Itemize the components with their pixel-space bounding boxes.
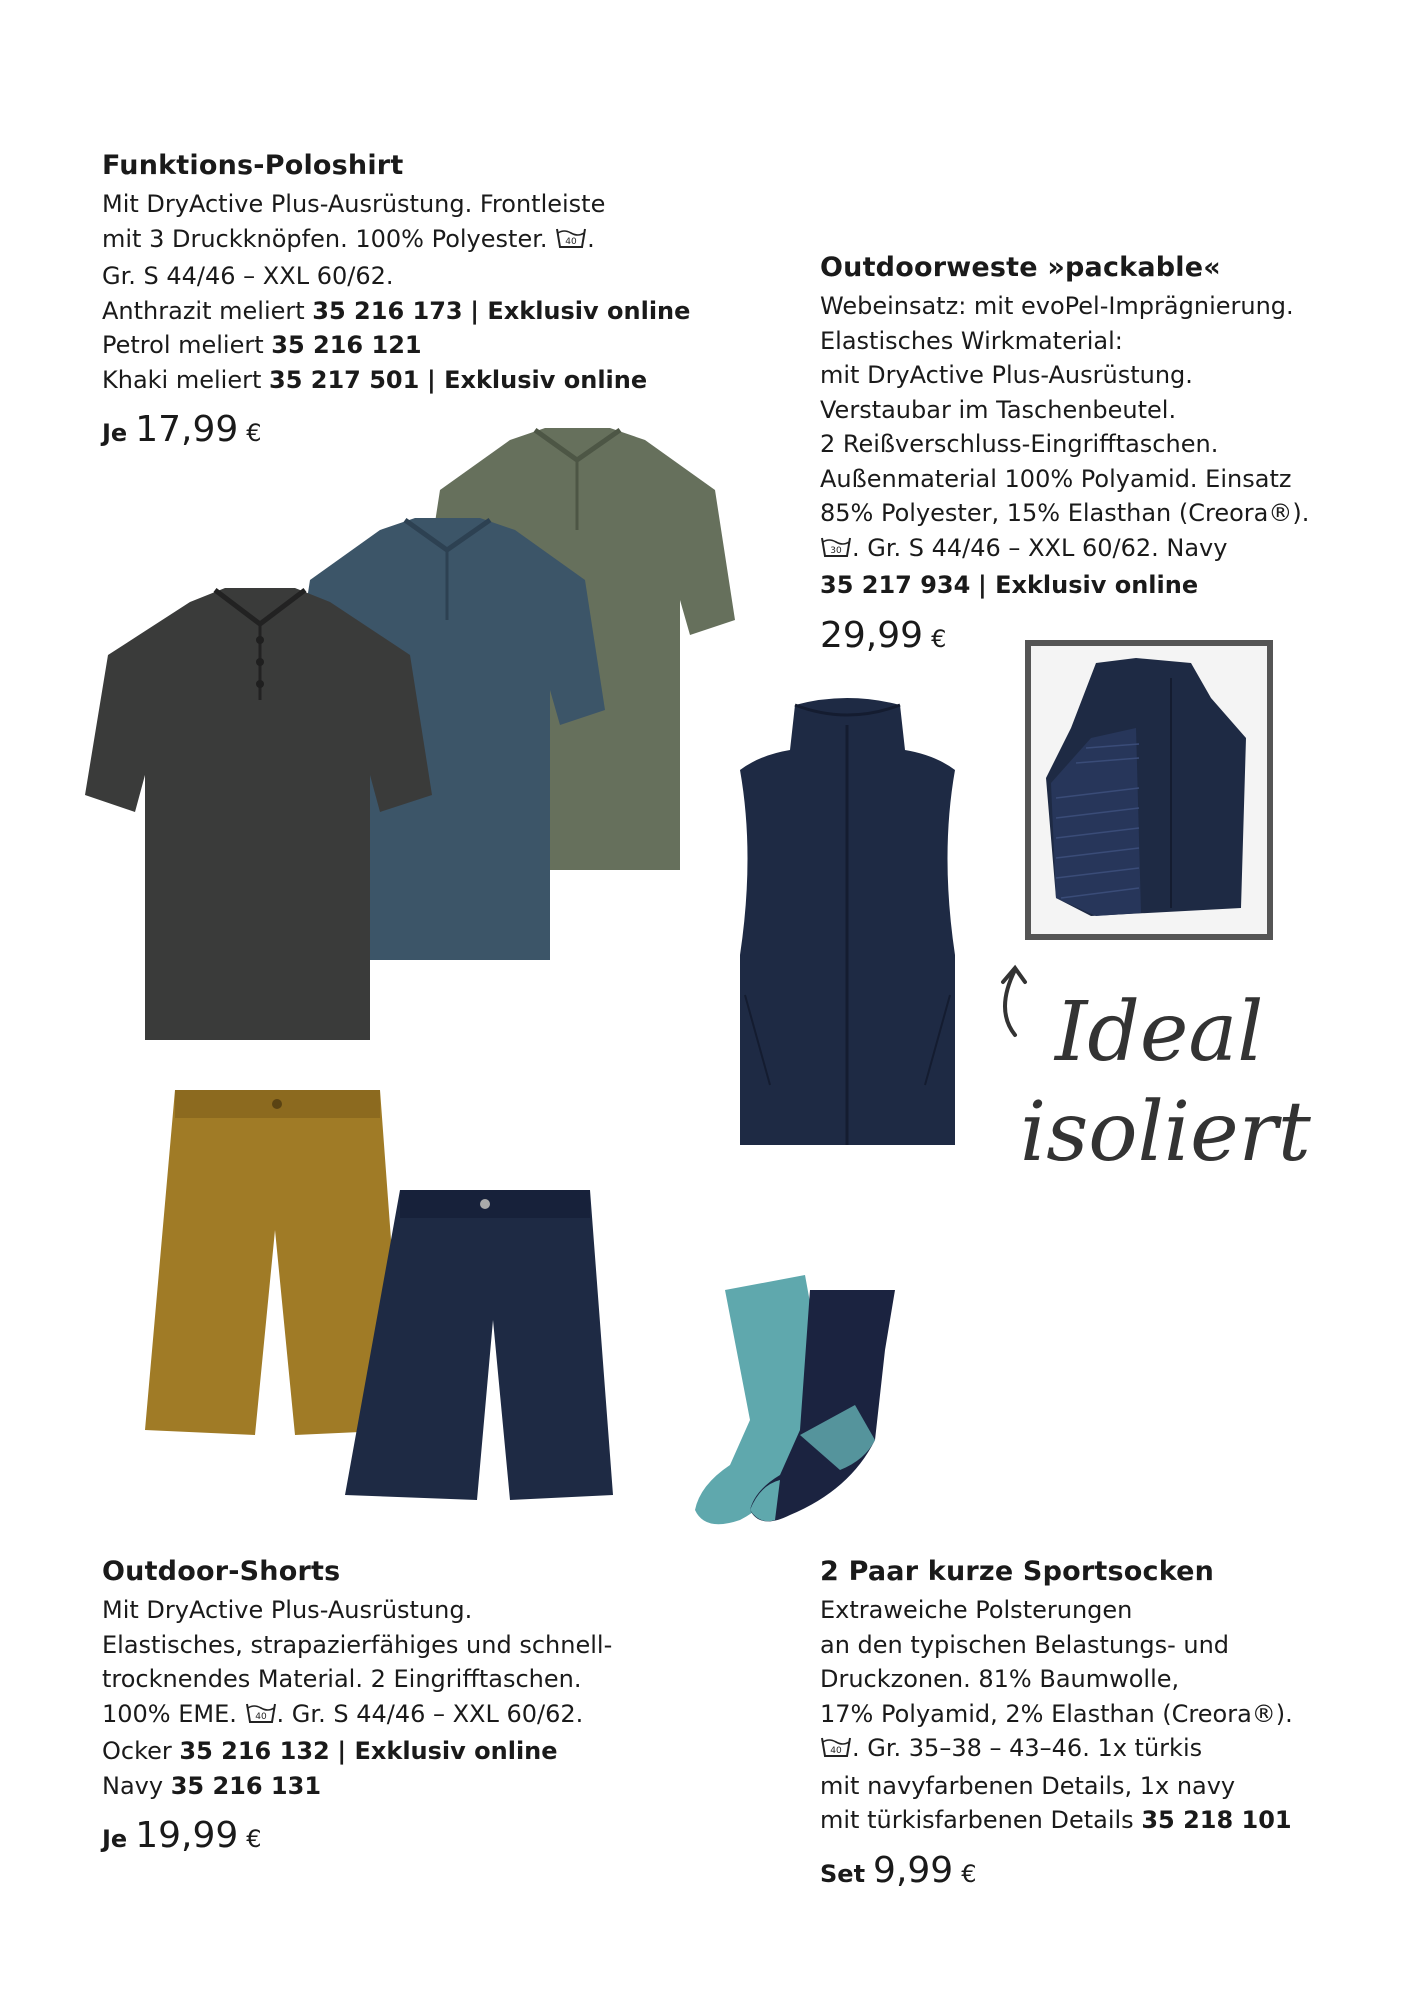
socks-sizes: 40 . Gr. 35–38 – 43–46. 1x türkis — [820, 1731, 1293, 1769]
vest-desc: mit DryActive Plus-Ausrüstung. — [820, 361, 1193, 389]
shorts-desc: trocknendes Material. 2 Eingrifftaschen. — [102, 1665, 582, 1693]
vest-desc: Außenmaterial 100% Polyamid. Einsatz — [820, 464, 1292, 493]
polo-variant-line: Khaki meliert 35 217 501 | Exklusiv online — [102, 365, 648, 394]
wash-40-icon — [245, 1700, 277, 1735]
shorts-variant-line: Ocker 35 216 132 | Exklusiv online — [102, 1737, 558, 1765]
socks-desc: mit navyfarbenen Details, 1x navy — [820, 1771, 1236, 1800]
polo-price: Je 17,99 € — [102, 409, 262, 450]
vest-image — [725, 695, 970, 1155]
vest-desc: 2 Reißverschluss-Eingrifftaschen. — [820, 430, 1219, 458]
vest-sku-line: 35 217 934 | Exklusiv online — [820, 571, 1199, 599]
polo-desc: mit 3 Druckknöpfen. 100% Polyester. 40 . — [102, 222, 690, 260]
vest-inset-frame — [1025, 640, 1273, 940]
polo-text-block — [102, 150, 690, 450]
shorts-image — [135, 1080, 615, 1540]
shorts-desc: Elastisches, strapazierfähiges und schnell- — [102, 1630, 613, 1659]
shorts-title: Outdoor-Shorts — [102, 1556, 341, 1587]
vest-desc: Webeinsatz: mit evoPel-Imprägnierung. — [820, 292, 1294, 320]
polo-sizes: Gr. S 44/46 – XXL 60/62. — [102, 262, 394, 290]
svg-text:isoliert: isoliert — [1020, 1085, 1311, 1180]
shorts-text-block — [102, 1556, 612, 1856]
vest-text-block — [820, 252, 1309, 656]
socks-price: Set 9,99 € — [820, 1849, 977, 1891]
svg-text:40: 40 — [254, 1711, 267, 1722]
polo-variant-line: Petrol meliert 35 216 121 — [102, 331, 422, 359]
socks-title: 2 Paar kurze Sportsocken — [820, 1556, 1215, 1587]
svg-text:40: 40 — [565, 236, 577, 247]
vest-title: Outdoorweste »packable« — [820, 252, 1221, 283]
vest-desc: 85% Polyester, 15% Elasthan (Creora®). — [820, 499, 1310, 527]
vest-desc: Verstaubar im Taschenbeutel. — [820, 395, 1177, 424]
shorts-price: Je 19,99 € — [102, 1815, 262, 1856]
polo-desc: Mit DryActive Plus-Ausrüstung. Frontleiste — [102, 190, 606, 218]
socks-image — [680, 1270, 910, 1540]
socks-desc: 17% Polyamid, 2% Elasthan (Creora®). — [820, 1699, 1293, 1728]
polo-variant-line: Anthrazit meliert 35 216 173 | Exklusiv online — [102, 296, 691, 325]
wash-40-icon — [820, 1734, 852, 1769]
socks-desc: an den typischen Belastungs- und — [820, 1630, 1230, 1659]
shorts-material: 100% EME. 40 . Gr. S 44/46 – XXL 60/62. — [102, 1697, 612, 1735]
polo-shirts-image — [60, 420, 780, 1070]
socks-desc: Extraweiche Polsterungen — [820, 1596, 1133, 1624]
svg-text:40: 40 — [830, 1746, 842, 1756]
vest-inset-image — [1041, 658, 1257, 922]
svg-text:30: 30 — [830, 545, 842, 556]
socks-text-block — [820, 1556, 1293, 1891]
polo-title: Funktions-Poloshirt — [102, 150, 404, 181]
wash-30-icon — [820, 534, 852, 569]
vest-desc: Elastisches Wirkmaterial: — [820, 326, 1123, 355]
svg-text:Ideal: Ideal — [1055, 985, 1264, 1080]
shorts-variant-line: Navy 35 216 131 — [102, 1771, 322, 1800]
vest-price: 29,99 € — [820, 614, 947, 656]
vest-sizes: 30 . Gr. S 44/46 – XXL 60/62. Navy — [820, 531, 1309, 569]
handwritten-note — [1020, 975, 1320, 1195]
socks-desc: Druckzonen. 81% Baumwolle, — [820, 1665, 1180, 1693]
shorts-desc: Mit DryActive Plus-Ausrüstung. — [102, 1596, 473, 1624]
socks-sku-line: mit türkisfarbenen Details 35 218 101 — [820, 1806, 1292, 1834]
wash-40-icon — [555, 225, 587, 260]
